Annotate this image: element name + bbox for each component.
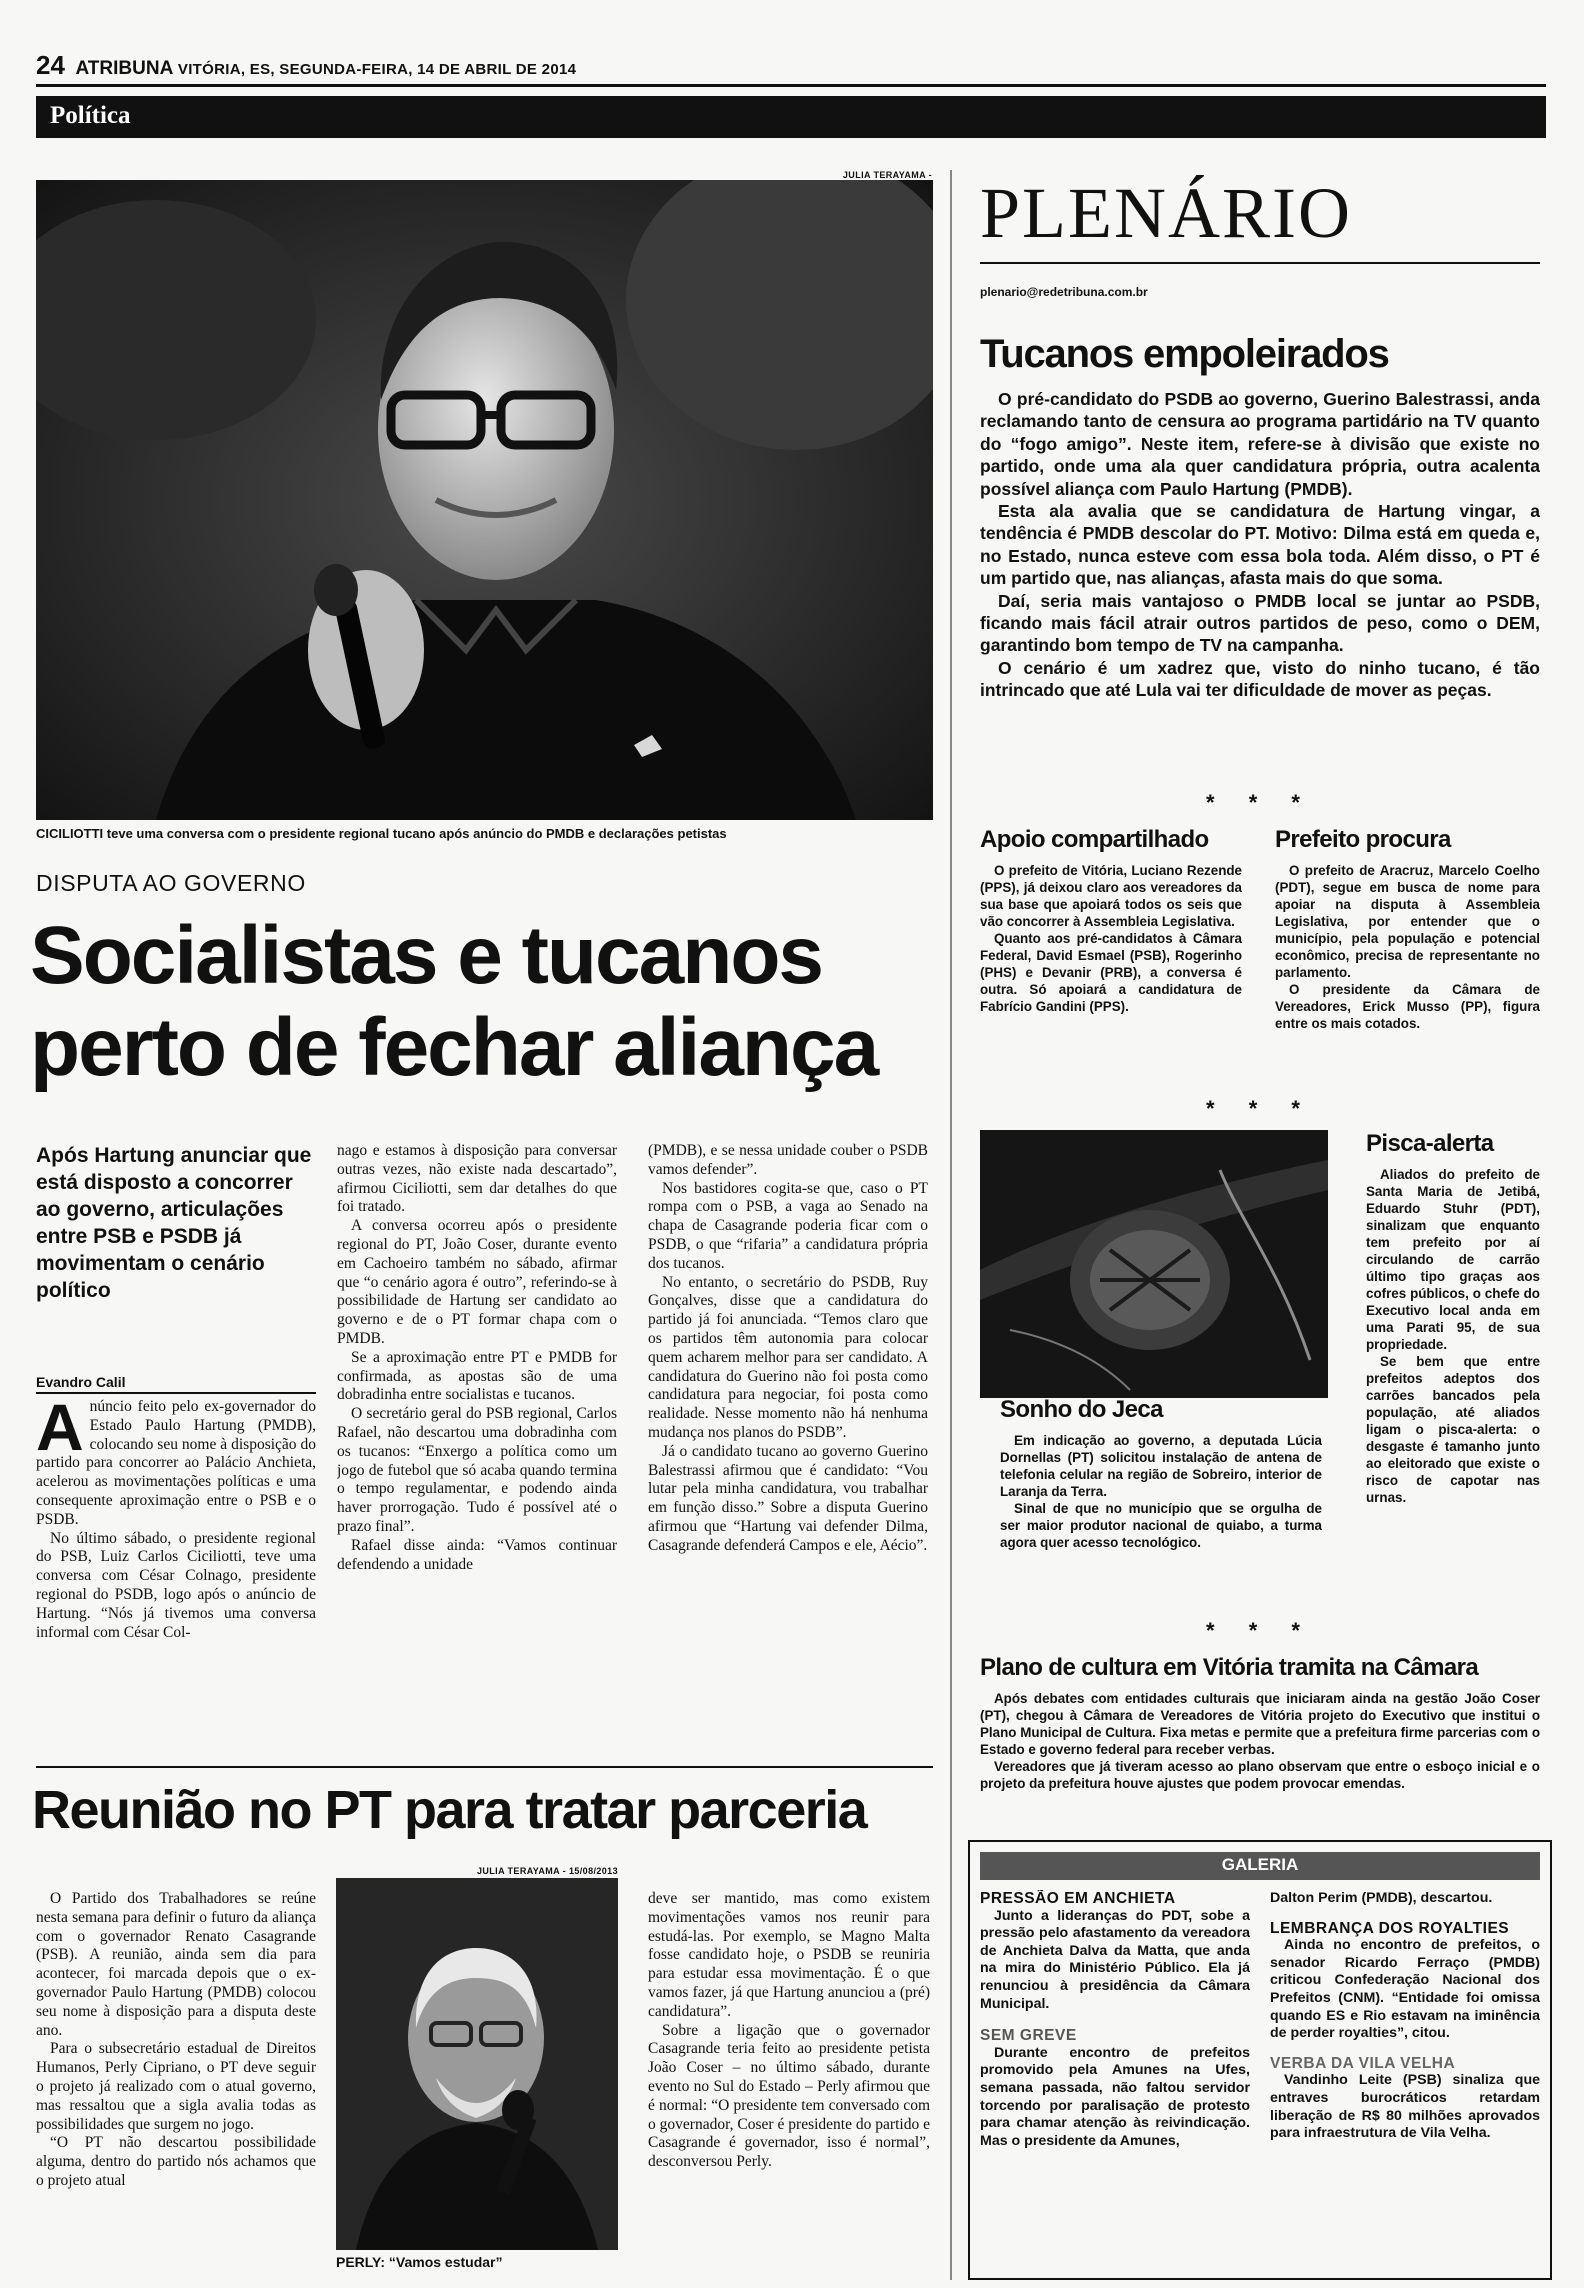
byline: Evandro Calil	[36, 1374, 316, 1394]
antenna-illustration	[980, 1130, 1328, 1398]
main-photo-caption	[36, 826, 933, 842]
paragraph: Rafael disse ainda: “Vamos continuar defendendo a unidade	[337, 1536, 617, 1573]
paragraph: Sobre a ligação que o governador Casagrande teria feito ao presidente petista João Coser – no último sábado, durante evento no Sul do Estado – Perly afirmou que é normal: “O presidente tem conversado com o governador, Coser é presidente do partido e Casagrande é governador, isso é normal”, desconversou Perly.	[648, 2021, 930, 2171]
separator: * * *	[1206, 1618, 1314, 1643]
column-divider	[950, 170, 952, 2280]
speaker-illustration	[336, 1878, 618, 2250]
main-story-col1	[36, 1398, 316, 1748]
apoio-body	[980, 862, 1242, 1094]
paragraph: O pré-candidato do PSDB ao governo, Guerino Balestrassi, anda reclamando tanto de censura ao programa partidário na TV quanto do “fogo amigo”. Neste item, refere-se à divisão que existe no partido, onde uma ala quer candidatura própria, outra acalenta possível aliança com Paulo Hartung (PMDB).	[980, 389, 1540, 499]
plano-body	[980, 1690, 1540, 1840]
note-title: LEMBRANÇA DOS ROYALTIES	[1270, 1919, 1510, 1937]
paragraph: Vandinho Leite (PSB) sinaliza que entraves burocráticos retardam liberação de R$ 80 milhões aprovados para infraestrutura de Vila Velha.	[1270, 2072, 1540, 2142]
plenario-body	[980, 388, 1540, 788]
second-photo-credit: JULIA TERAYAMA - 15/08/2013	[476, 1866, 618, 1876]
paragraph: O presidente da Câmara de Vereadores, Erick Musso (PP), figura entre os mais cotados.	[1275, 982, 1540, 1031]
paragraph: Dalton Perim (PMDB), descartou.	[1270, 1890, 1493, 1906]
plenario-title: PLENÁRIO	[980, 173, 1352, 253]
plenario-headline: Tucanos empoleirados	[980, 332, 1389, 376]
paragraph: O cenário é um xadrez que, visto do ninho tucano, é tão intrincado que até Lula vai ter dificuldade de mover as peças.	[980, 657, 1540, 701]
page-number: 24	[36, 50, 65, 80]
straw-hat-illustration	[980, 1130, 1328, 1398]
paragraph: Aliados do prefeito de Santa Maria de Jetibá, Eduardo Stuhr (PDT), sinalizam que enquanto tem prefeito por aí circulando de carrão último tipo graças aos cofres públicos, o chefe do Executivo local anda em uma Parati 95, de sua propriedade.	[1366, 1167, 1540, 1352]
note-title: PRESSÃO EM ANCHIETA	[980, 1890, 1176, 1907]
prefeito-body	[1275, 862, 1540, 1094]
caption-name: PERLY:	[336, 2254, 386, 2270]
galeria-header	[980, 1852, 1540, 1880]
paragraph: O prefeito de Vitória, Luciano Rezende (PPS), já deixou claro aos vereadores da sua base que apoiará todos os seis que vão concorrer à Assembleia Legislativa.	[980, 863, 1242, 929]
prefeito-title: Prefeito procura	[1275, 826, 1451, 853]
section-bar	[36, 96, 1546, 138]
second-photo-caption	[336, 2254, 618, 2270]
paragraph: O Partido dos Trabalhadores se reúne nesta semana para definir o futuro da aliança com o governador Renato Casagrande (PSB). A reunião, ainda sem dia para acontecer, foi marcada depois que o ex-governador Paulo Hartung (PMDB) colocou seu nome à disposição para a disputa deste ano.	[36, 1890, 316, 2039]
paragraph: Daí, seria mais vantajoso o PMDB local se juntar ao PSDB, ficando mais fácil atrair outros partidos de peso, como o DEM, garantindo bom tempo de TV na campanha.	[980, 590, 1540, 656]
paragraph: Anúncio feito pelo ex-governador do Estado Paulo Hartung (PMDB), colocando seu nome à disposição do partido para concorrer ao Palácio Anchieta, acelerou as movimentações políticas e uma consequente aproximação entre o PSB e o PSDB.	[36, 1398, 316, 1528]
story-divider	[36, 1766, 933, 1768]
paragraph: Ainda no encontro de prefeitos, o senador Ricardo Ferraço (PMDB) criticou Confederação Nacional dos Prefeitos (CNM). “Entidade foi omissa quando ES e Rio estavam na iminência de perder royalties”, citou.	[1270, 1937, 1540, 2042]
second-photo	[336, 1878, 618, 2250]
separator: * * *	[1206, 790, 1314, 815]
paragraph: Sinal de que no município que se orgulha de ser maior produtor nacional de quiabo, a turma agora quer acesso tecnológico.	[1000, 1501, 1322, 1550]
galeria-title: GALERIA	[1221, 1855, 1299, 1874]
caption-text: “Vamos estudar”	[385, 2254, 503, 2270]
pisca-title: Pisca-alerta	[1366, 1130, 1494, 1157]
caption-text: teve uma conversa com o presidente regional tucano após anúncio do PMDB e declarações petistas	[103, 826, 727, 841]
masthead	[36, 50, 1546, 80]
paper-name: ATRIBUNA	[75, 58, 173, 79]
main-headline	[30, 910, 950, 1094]
dateline: VITÓRIA, ES, SEGUNDA-FEIRA, 14 DE ABRIL DE 2014	[177, 61, 577, 78]
pisca-body	[1366, 1166, 1540, 1606]
second-story-col2	[648, 1890, 930, 2280]
paragraph: Durante encontro de prefeitos promovido pela Amunes na Ufes, semana passada, não faltou servidor torcendo por paralisação de protesto para chamar atenção às reivindicação. Mas o presidente da Amunes,	[980, 2044, 1250, 2149]
paragraph: Após debates com entidades culturais que iniciaram ainda na gestão João Coser (PT), chegou à Câmara de Vereadores de Vitória projeto do Executivo que institui o Plano Municipal de Cultura. Fixa metas e permite que a prefeitura firme parcerias com o Estado e governo federal para receber verbas.	[980, 1691, 1540, 1757]
paragraph: Vereadores que já tiveram acesso ao plano observam que entre o esboço inicial e o projeto da prefeitura houve ajustes que podem provocar emendas.	[980, 1759, 1540, 1791]
paragraph: “O PT não descartou possibilidade alguma, dentro do partido nós achamos que o projeto atual	[36, 2134, 316, 2189]
galeria-col1	[980, 1890, 1250, 2275]
paragraph: (PMDB), e se nessa unidade couber o PSDB vamos defender”.	[648, 1142, 928, 1178]
paragraph: nago e estamos à disposição para conversar outras vezes, não existe nada descartado”, afirmou Ciciliotti, sem dar detalhes do que foi tratado.	[337, 1142, 617, 1216]
paragraph: A conversa ocorreu após o presidente regional do PT, João Coser, durante evento em Cachoeiro também no sábado, afirmar que “o cenário agora é outro”, referindo-se à possibilidade de Hartung ser candidato ao governo e de o PT formar chapa com o PMDB.	[337, 1217, 617, 1347]
main-story-col3	[648, 1142, 928, 1750]
paragraph: Se bem que entre prefeitos adeptos dos carrões bancados pela população, até aliados ligam o pisca-alerta: o desgaste é tamanho junto ao eleitorado que existe o risco de capotar nas urnas.	[1366, 1354, 1540, 1505]
main-headline-line2: perto de fechar aliança	[30, 1002, 878, 1093]
paragraph: Em indicação ao governo, a deputada Lúcia Dornellas (PT) solicitou instalação de antena de telefonia celular na região de Sobreiro, interior de Laranja da Terra.	[1000, 1433, 1322, 1499]
paragraph: No entanto, o secretário do PSDB, Ruy Gonçalves, disse que a candidatura do partido já foi anunciada. “Temos claro que os partidos têm autonomia para colocar quem acharem melhor para ser candidato. A candidatura do Guerino não foi posta como candidatura para negociar, foi posta como realidade. Nesse momento não há nenhuma mudança nos planos do PSDB”.	[648, 1273, 928, 1441]
section-title: Política	[50, 102, 131, 129]
sonho-title: Sonho do Jeca	[1000, 1396, 1163, 1423]
second-story-col1	[36, 1890, 316, 2280]
paragraph: O secretário geral do PSB regional, Carlos Rafael, não descartou uma dobradinha com os tucanos: “Enxergo a política como um jogo de futebol que só acaba quando termina o tempo regulamentar, e podendo ainda haver prorrogação. Tudo é possível até o prazo final”.	[337, 1405, 617, 1535]
kicker: DISPUTA AO GOVERNO	[36, 870, 306, 896]
masthead-rule	[36, 84, 1546, 87]
plenario-email[interactable]: plenario@redetribuna.com.br	[980, 285, 1148, 299]
paragraph: Se a aproximação entre PT e PMDB for confirmada, as apostas são de uma dobradinha entre socialistas e tucanos.	[337, 1348, 617, 1404]
paragraph: Junto a lideranças do PDT, sobe a pressão pelo afastamento da vereadora de Anchieta Dalva da Matta, que anda na mira do Ministério Público. Ela já renunciou à presidência da Câmara Municipal.	[980, 1907, 1250, 2012]
caption-name: CICILIOTTI	[36, 826, 104, 841]
main-photo	[36, 180, 933, 820]
paragraph: No último sábado, o presidente regional do PSB, Luiz Carlos Ciciliotti, teve uma conversa com César Colnago, presidente regional do PSDB, logo após o anúncio de Hartung. “Nós já tivemos uma conversa informal com César Col-	[36, 1529, 316, 1641]
note-title: VERBA DA VILA VELHA	[1270, 2054, 1456, 2072]
paragraph: Nos bastidores cogita-se que, caso o PT rompa com o PSB, a vaga ao Senado na chapa de Casagrande poderia ficar com o PSDB, o que “rifaria” a candidatura própria dos tucanos.	[648, 1179, 928, 1272]
galeria-col2	[1270, 1890, 1540, 2275]
dropcap: A	[36, 1398, 84, 1464]
note-title: SEM GREVE	[980, 2027, 1077, 2045]
sonho-body	[1000, 1432, 1322, 1632]
second-headline: Reunião no PT para tratar parceria	[32, 1780, 867, 1840]
lead-paragraph: Após Hartung anunciar que está disposto a concorrer ao governo, articulações entre PSB e PSDB já movimentam o cenário político	[36, 1144, 312, 1302]
paragraph: Já o candidato tucano ao governo Guerino Balestrassi afirmou que é candidato: “Vou lutar pela minha candidatura, vou trabalhar em função disso.” Sobre a disputa Guerino afirmou que “Hartung vai defender Dilma, Casagrande defenderá Campos e ele, Aécio”.	[648, 1442, 928, 1554]
paragraph: Para o subsecretário estadual de Direitos Humanos, Perly Cipriano, o PT deve seguir o projeto já realizado com o atual governo, mas ressaltou que a sigla avalia todas as possibilidades que surgem no jogo.	[36, 2040, 316, 2133]
paragraph: deve ser mantido, mas como existem movimentações vamos nos reunir para estudá-las. Por exemplo, se Magno Malta fosse candidato hoje, o PSDB se reuniria para estudar essa movimentação. É o que vamos fazer, já que Hartung anunciou a (pré) candidatura”.	[648, 1890, 930, 2020]
paragraph: Quanto aos pré-candidatos à Câmara Federal, David Esmael (PSB), Rogerinho (PHS) e Devanir (PRB), a conversa é outra. Só apoiará a candidatura de Fabrício Gandini (PPS).	[980, 931, 1242, 1014]
apoio-title: Apoio compartilhado	[980, 826, 1209, 853]
man-with-microphone-illustration	[36, 180, 933, 820]
main-story-col2	[337, 1142, 617, 1750]
plenario-rule	[980, 262, 1540, 264]
paragraph: O prefeito de Aracruz, Marcelo Coelho (PDT), segue em busca de nome para apoiar na disputa à Assembleia Legislativa, por entender que o município, pela população e potencial econômico, precisa de representante no parlamento.	[1275, 863, 1540, 980]
photo-credit: JULIA TERAYAMA -	[842, 170, 932, 180]
separator: * * *	[1206, 1096, 1314, 1121]
main-headline-line1: Socialistas e tucanos	[30, 910, 823, 1001]
plano-title: Plano de cultura em Vitória tramita na Câmara	[980, 1654, 1479, 1681]
paragraph: Esta ala avalia que se candidatura de Hartung vingar, a tendência é PMDB descolar do PT. Motivo: Dilma está em queda e, no Estado, nunca esteve com essa bola toda. Além disso, o PT é um partido que, nas alianças, afasta mais do que soma.	[980, 501, 1540, 589]
